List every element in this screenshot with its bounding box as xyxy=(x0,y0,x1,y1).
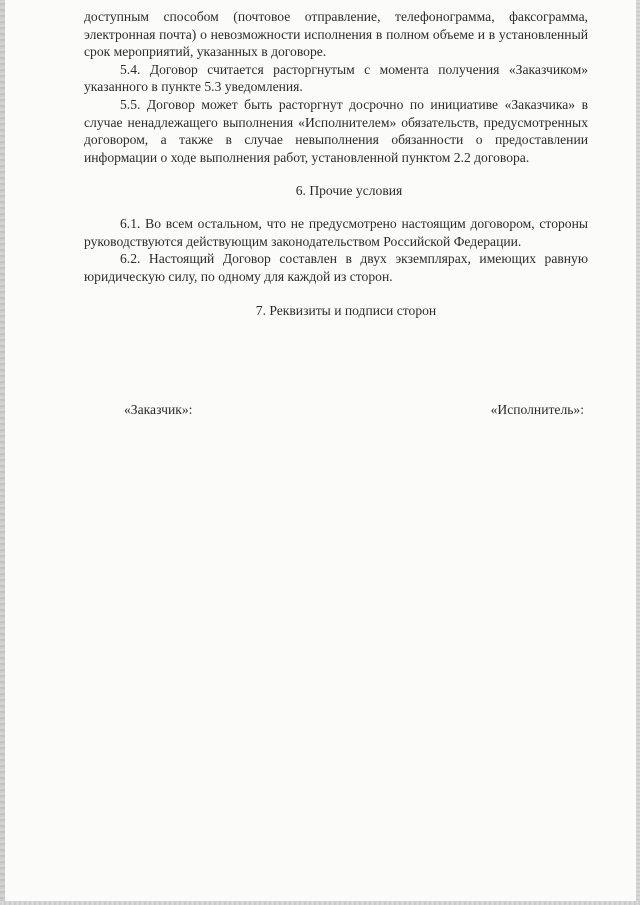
paragraph-5-5: 5.5. Договор может быть расторгнут досрочно по инициативе «Заказчика» в случае ненадлежащего выполнения «Исполнителем» обязательств, предусмотренных договором, а также в случае невыполнения обязанности о предоставлении информации о ходе выполнения работ, установленной пунктом 2.2 договора. xyxy=(84,96,588,165)
paragraph-6-2: 6.2. Настоящий Договор составлен в двух экземплярах, имеющих равную юридическую силу, по одному для каждой из сторон. xyxy=(84,251,588,284)
paragraph-6-1: 6.1. Во всем остальном, что не предусмотрено настоящим договором, стороны руководствуются действующим законодательством Российской Федерации. xyxy=(84,215,588,249)
signature-contractor-label: «Исполнитель»: xyxy=(490,402,584,417)
section-7-heading: 7. Реквизиты и подписи сторон xyxy=(255,303,437,319)
section-6-heading: 6. Прочие условия xyxy=(295,183,403,199)
paragraph-5-4: 5.4. Договор считается расторгнутым с момента получения «Заказчиком» указанного в пункте 5.3 уведомления. xyxy=(84,61,588,95)
document-body xyxy=(84,8,588,320)
scan-edge-left xyxy=(0,0,5,905)
scan-edge-right xyxy=(636,0,640,905)
scan-edge-bottom xyxy=(0,901,640,905)
signature-customer-label: «Заказчик»: xyxy=(124,402,193,417)
paragraph-intro: доступным способом (почтовое отправление, телефонограмма, факсограмма, электронная почта) о невозможности исполнения в полном объеме и в установленный срок мероприятий, указанных в договоре. xyxy=(84,9,588,60)
